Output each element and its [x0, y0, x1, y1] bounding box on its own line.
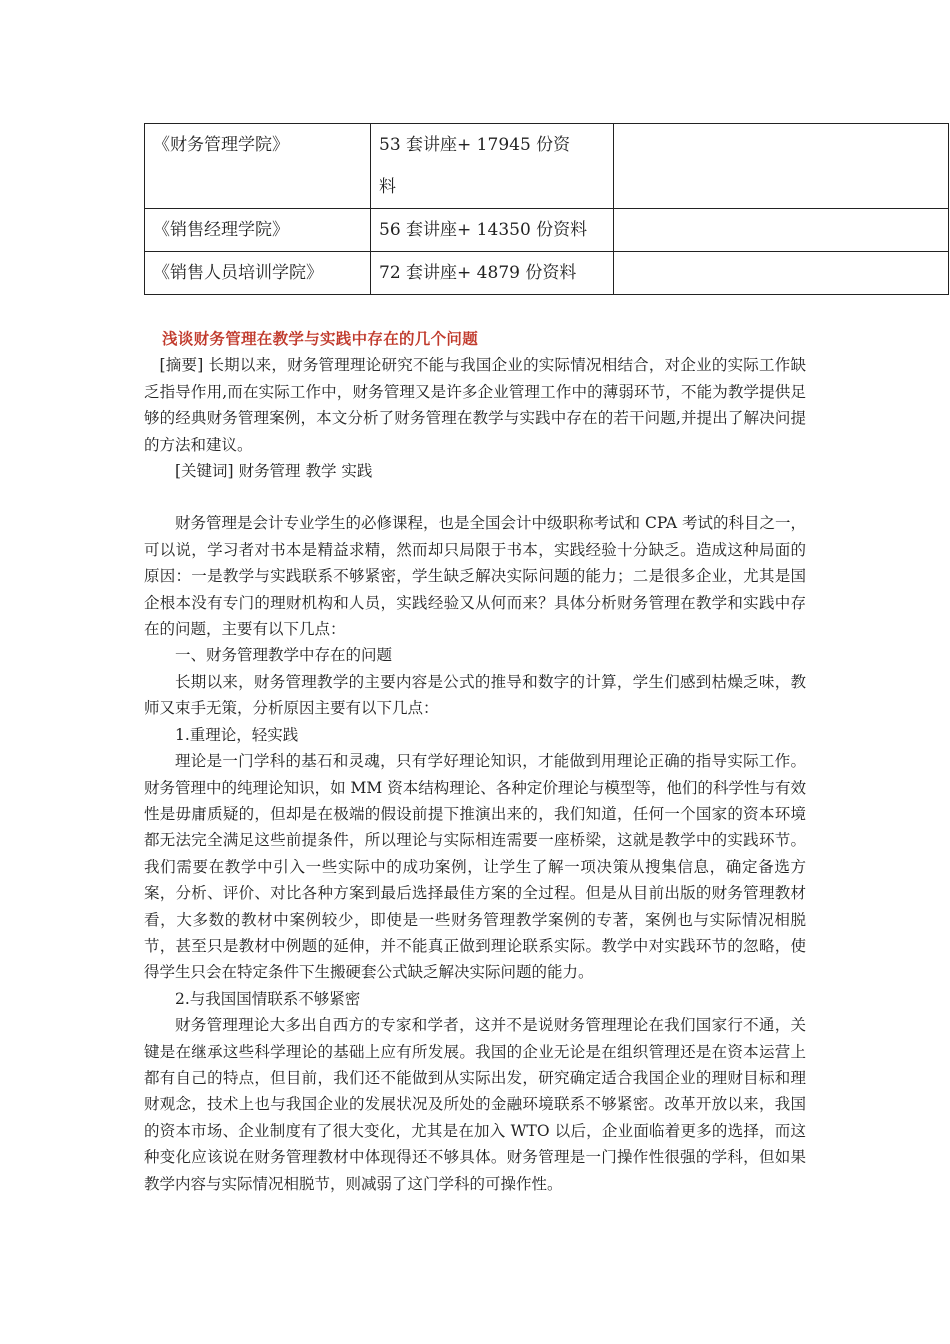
table-row [145, 124, 949, 209]
subsection-heading: 1.重理论，轻实践 [175, 725, 299, 744]
intro-paragraph: 财务管理是会计专业学生的必修课程，也是全国会计中级职称考试和 CPA 考试的科目之一，可以说，学习者对书本是精益求精，然而却只局限于书本，实践经验十分缺乏。造成这种局面的原因：一是教学与实践联系不够紧密，学生缺乏解决实际问题的能力；二是很多企业，尤其是国企根本没有专门的理财机构和人员，实践经验又从何而来？具体分析财务管理在教学和实践中存在的问题，主要有以下几点： [144, 514, 806, 639]
article [144, 326, 806, 1197]
section-intro-paragraph: 长期以来，财务管理教学的主要内容是公式的推导和数字的计算，学生们感到枯燥乏味，教师又束手无策，分析原因主要有以下几点： [144, 672, 806, 718]
section-heading: 一、财务管理教学中存在的问题 [175, 646, 393, 665]
course-extra-cell [614, 124, 949, 209]
body-paragraph: 财务管理理论大多出自西方的专家和学者，这并不是说财务管理理论在我们国家行不通，关键是在继承这些科学理论的基础上应有所发展。我国的企业无论是在组织管理还是在资本运营上都有自己的特点，但目前，我们还不能做到从实际出发，研究确定适合我国企业的理财目标和理财观念，技术上也与我国企业的发展状况及所处的金融环境联系不够紧密。改革开放以来，我国的资本市场、企业制度有了很大变化，尤其是在加入 WTO 以后，企业面临着更多的选择，而这种变化应该说在财务管理教材中体现得还不够具体。财务管理是一门操作性很强的学科，但如果教学内容与实际情况相脱节，则减弱了这门学科的可操作性。 [144, 1016, 806, 1193]
keywords-line: [关键词] 财务管理 教学 实践 [175, 462, 373, 481]
subsection-heading: 2.与我国国情联系不够紧密 [175, 989, 361, 1008]
course-detail-cell: 53 套讲座+ 17945 份资料 [371, 124, 614, 209]
body-paragraph: 理论是一门学科的基石和灵魂，只有学好理论知识，才能做到用理论正确的指导实际工作。财务管理中的纯理论知识，如 MM 资本结构理论、各种定价理论与模型等，他们的科学性与有效性是毋庸质疑的，但却是在极端的假设前提下推演出来的，我们知道，任何一个国家的资本环境都无法完全满足这些前提条件，所以理论与实际相连需要一座桥梁，这就是教学中的实践环节。我们需要在教学中引入一些实际中的成功案例，让学生了解一项决策从搜集信息，确定备选方案，分析、评价、对比各种方案到最后选择最佳方案的全过程。但是从目前出版的财务管理教材看，大多数的教材中案例较少，即使是一些财务管理教学案例的专著，案例也与实际情况相脱节，甚至只是教材中例题的延伸，并不能真正做到理论联系实际。教学中对实践环节的忽略，使得学生只会在特定条件下生搬硬套公式缺乏解决实际问题的能力。 [144, 752, 806, 982]
course-detail-cell: 56 套讲座+ 14350 份资料 [371, 209, 614, 252]
course-name-cell: 《财务管理学院》 [145, 124, 371, 209]
table-row [145, 252, 949, 295]
article-title: 浅谈财务管理在教学与实践中存在的几个问题 [162, 329, 479, 348]
course-extra-cell [614, 252, 949, 295]
course-detail-cell: 72 套讲座+ 4879 份资料 [371, 252, 614, 295]
abstract-paragraph: [摘要] 长期以来，财务管理理论研究不能与我国企业的实际情况相结合，对企业的实际工作缺乏指导作用,而在实际工作中，财务管理又是许多企业管理工作中的薄弱环节，不能为教学提供足够的经典财务管理案例，本文分析了财务管理在教学与实践中存在的若干问题,并提出了解决问提的方法和建议。 [144, 356, 806, 454]
course-extra-cell [614, 209, 949, 252]
course-name-cell: 《销售经理学院》 [145, 209, 371, 252]
table-row [145, 209, 949, 252]
course-name-cell: 《销售人员培训学院》 [145, 252, 371, 295]
course-table [144, 123, 949, 295]
